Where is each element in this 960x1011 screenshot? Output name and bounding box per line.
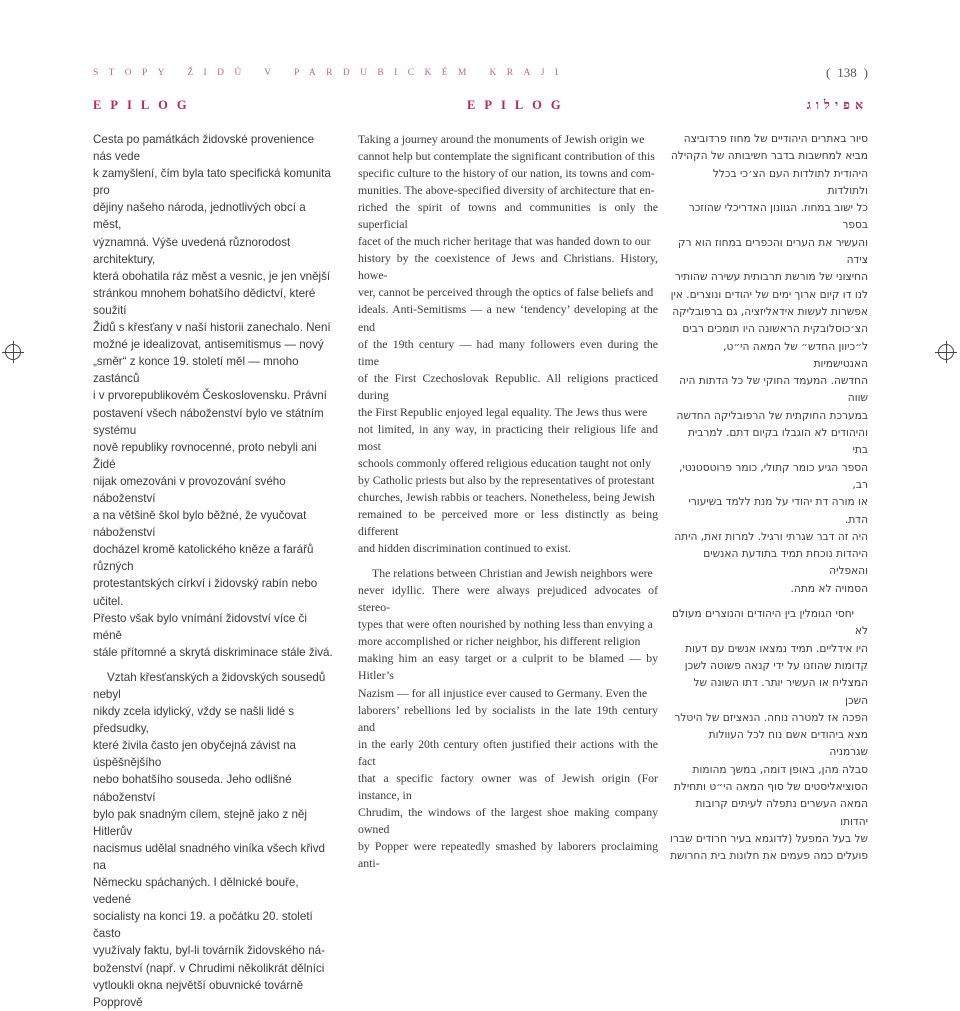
text-line: možné je idealizovat, antisemitismus — nový bbox=[93, 338, 324, 352]
text-line: הצ׳כוסלובקית הראשונה היו תומכים רבים bbox=[682, 323, 868, 336]
text-line: Přesto však bylo vnímání židovství více či méně bbox=[93, 611, 307, 642]
text-line: docházel kromě katolického kněze a farářů různých bbox=[93, 543, 314, 574]
text-line: stránkou mnohem bohatšího dědictví, které soužití bbox=[93, 286, 316, 317]
text-line: Vztah křesťanských a židovských sousedů nebyl bbox=[93, 670, 326, 701]
text-line: stále přítomné a skrytá diskriminace stále živá. bbox=[93, 645, 333, 659]
text-line: postavení všech náboženství bylo ve státním systému bbox=[93, 406, 324, 437]
text-line: מביא למחשבות בדבר חשיבותה של הקהילה bbox=[670, 150, 868, 163]
heading-epilog-english: EPILOG bbox=[467, 98, 570, 112]
text-line: nacismus udělal snadného viníka všech křivd na bbox=[93, 841, 325, 872]
text-line: מצא ביהודים אשם נוח לכל העוולות שגרמניה bbox=[708, 729, 868, 759]
text-line: bylo pak snadným cílem, stejně jako z něj Hitlerův bbox=[93, 807, 307, 838]
text-line: the First Republic enjoyed legal equality. The Jews thus were bbox=[358, 404, 648, 419]
text-line: munities. The above-specified diversity of architecture that en- bbox=[358, 183, 655, 198]
text-line: החדשה. המעמד החוקי של כל הדתות היה שווה bbox=[679, 375, 868, 405]
text-line: הסוציאליסטים של סוף המאה הי״ט ותחילת bbox=[673, 780, 868, 793]
text-line: או מורה דת יהודי על מנת ללמד בשיעורי הדת. bbox=[688, 496, 868, 526]
running-head-title: STOPY ŽIDŮ V PARDUBICKÉM KRAJI bbox=[93, 68, 569, 78]
text-line: היו אידליים. תמיד נמצאו אנשים עם דעות bbox=[685, 642, 868, 655]
text-line: הסמויה לא מתה. bbox=[790, 582, 868, 595]
text-line: by Catholic priests but also by the representatives of protestant bbox=[358, 472, 655, 487]
text-line: protestantských církví i židovský rabín nebo učitel. bbox=[93, 577, 318, 608]
page-number: 138 bbox=[837, 65, 857, 80]
text-line: אפשרות לעשות אידאליזציה, גם ברפובליקה bbox=[672, 305, 868, 318]
text-line: „směr“ z konce 19. století měl — mnoho zastánců bbox=[93, 355, 299, 386]
text-line: never idyllic. There were always prejudiced advocates of stereo- bbox=[358, 583, 658, 615]
text-line: in the early 20th century often justified their actions with the fact bbox=[358, 736, 658, 768]
text-line: které živila často jen obyčejná závist na úspěšnějšího bbox=[93, 739, 296, 770]
page-number-paren-close: ) bbox=[863, 65, 868, 80]
text-line: Německu spáchaných. I dělnické bouře, vedené bbox=[93, 876, 299, 907]
text-line: והיהודים לא הוגבלו בקיום דתם. למרבית בתי bbox=[687, 427, 868, 457]
text-line: socialisty na konci 19. a počátku 20. století často bbox=[93, 910, 313, 941]
text-line: specific culture to the history of our nation, its towns and com- bbox=[358, 166, 655, 181]
text-line: ל״כיוון החדש״ של המאה הי״ט, האנטישמיות bbox=[723, 340, 868, 370]
text-line: ideals. Anti-Semitisms — a new ‘tendency’ developing at the end bbox=[358, 302, 658, 334]
text-line: and hidden discrimination continued to exist. bbox=[358, 541, 571, 556]
page-number-paren-open: ( bbox=[826, 65, 831, 80]
text-line: that a specific factory owner was of Jewish origin (For instance, in bbox=[358, 770, 658, 802]
text-line: החיצוני של מורשת תרבותית עשירה שהותיר bbox=[674, 271, 868, 284]
text-line: nově republiky rovnocenné, proto nebyli ani Židé bbox=[93, 440, 317, 471]
english-text-column bbox=[358, 131, 658, 872]
heading-epilog-hebrew: אפילוג bbox=[806, 98, 868, 112]
text-line: The relations between Christian and Jewish neighbors were bbox=[372, 566, 653, 581]
text-line: לנו דו קיום ארוך ימים של יהודים ונוצרים. אין bbox=[670, 288, 868, 301]
text-line: כל ישוב במחוז. הגוונון האדריכלי שהוזכר בספר bbox=[688, 202, 868, 232]
text-line: המאה העשרים נתפלה לעיתים קרובות יהדותו bbox=[695, 798, 868, 828]
text-line: הספר הגיע כומר קתולי, כומר פרוטסטנטי, רב, bbox=[679, 461, 868, 491]
text-line: remained to be perceived more or less distinctly as being different bbox=[358, 507, 658, 539]
text-line: by Popper were repeatedly smashed by laborers proclaiming anti- bbox=[358, 838, 658, 870]
text-line: סבלה מהן, באופן דומה, במשך מהומות bbox=[692, 763, 868, 776]
text-line: vytloukli okna největší obuvnické továrně Popprově bbox=[93, 978, 304, 1009]
text-line: k zamyšlení, čím byla tato specifická komunita pro bbox=[93, 167, 331, 198]
text-line: יחסי הגומלין בין היהודים והנוצרים מעולם לא bbox=[671, 608, 868, 638]
text-line: Židů s křesťany v naší historii zanechalo. Není bbox=[93, 321, 331, 335]
text-line: nijak omezováni v provozování svého náboženství bbox=[93, 474, 286, 505]
text-line: významná. Výše uvedená různorodost architektury, bbox=[93, 235, 291, 266]
text-line: Chrudim, the windows of the largest shoe making company owned bbox=[358, 804, 658, 836]
text-line: boženství (např. v Chrudimi několikrát dělníci bbox=[93, 961, 325, 975]
text-line: riched the spirit of towns and communities is only the superficial bbox=[358, 200, 658, 232]
text-line: הפכה אז למטרה נוחה. הנאציזם של היטלר bbox=[674, 711, 868, 724]
crop-mark-icon bbox=[938, 344, 954, 360]
text-line: of the 19th century — had many followers even during the time bbox=[358, 336, 658, 368]
hebrew-text-column bbox=[670, 131, 868, 865]
czech-text-column bbox=[93, 131, 333, 1011]
text-line: making him an easy target or a culprit to be blamed — by Hitler’s bbox=[358, 651, 658, 683]
text-line: churches, Jewish rabbis or teachers. Nonetheless, being Jewish bbox=[358, 489, 655, 504]
text-line: והעשיר את הערים והכפרים במחוז הוא רק צידה bbox=[677, 236, 868, 267]
text-line: של בעל המפעל (לדוגמא בעיר חרודים שברו bbox=[670, 832, 868, 845]
text-line: more accomplished or richer neighbor, his different religion bbox=[358, 634, 641, 649]
crop-mark-icon bbox=[5, 344, 21, 360]
page-number-block bbox=[826, 65, 868, 81]
text-line: ver, cannot be perceived through the optics of false beliefs and bbox=[358, 285, 654, 300]
text-line: Cesta po památkách židovské provenience nás vede bbox=[93, 133, 315, 164]
text-line: a na většině škol bylo běžné, že vyučovat náboženství bbox=[93, 509, 307, 540]
text-line: היה זה דבר שגרתי ורגיל. למרות זאת, היתה bbox=[674, 530, 868, 543]
heading-epilog-czech: EPILOG bbox=[93, 98, 196, 112]
text-line: המצליח או העשיר יותר. דתו השונה של השכן bbox=[693, 677, 868, 707]
text-line: facet of the much richer heritage that was handed down to our bbox=[358, 234, 651, 249]
text-line: laborers’ rebellions led by socialists in the late 19th century and bbox=[358, 702, 658, 734]
text-line: cannot help but contemplate the significant contribution of this bbox=[358, 149, 655, 164]
text-line: Nazism — for all injustice ever caused to Germany. Even the bbox=[358, 685, 648, 700]
text-line: která obohatila ráz měst a vesnic, je jen vnější bbox=[93, 269, 331, 283]
text-line: of the First Czechoslovak Republic. All religions practiced during bbox=[358, 370, 658, 402]
text-line: פועלים כמה פעמים את חלונות בית החרושת bbox=[670, 850, 868, 863]
text-line: history by the coexistence of Jews and Christians. History, howe- bbox=[358, 251, 658, 283]
text-line: במערכת החוקתית של הרפובליקה החדשה bbox=[676, 409, 868, 422]
text-line: nikdy zcela idylický, vždy se našli lidé s předsudky, bbox=[93, 705, 295, 736]
text-line: קדומות שהוזנו על ידי קנאה פשוטה לשכן bbox=[684, 659, 868, 672]
text-line: types that were often nourished by nothing less than envying a bbox=[358, 617, 653, 632]
text-line: היהודית לתולדות העם הצ׳כי בכלל ולתולדות bbox=[712, 167, 868, 197]
text-line: nebo bohatšího souseda. Jeho odlišné náboženství bbox=[93, 773, 292, 804]
text-line: schools commonly offered religious education taught not only bbox=[358, 455, 652, 470]
text-line: not limited, in any way, in practicing their religious life and most bbox=[358, 421, 658, 453]
text-line: Taking a journey around the monuments of Jewish origin we bbox=[358, 132, 645, 146]
text-line: סיור באתרים היהודיים של מחוז פרדוביצה bbox=[683, 133, 868, 145]
text-line: היהדות נוכחת תמיד בתודעת האנשים והאפליה bbox=[703, 548, 868, 578]
text-line: dějiny našeho národa, jednotlivých obcí a měst, bbox=[93, 201, 306, 232]
text-line: i v prvorepublikovém Československu. Právní bbox=[93, 389, 327, 403]
text-line: využívaly faktu, byl-li továrník židovského ná- bbox=[93, 944, 325, 958]
